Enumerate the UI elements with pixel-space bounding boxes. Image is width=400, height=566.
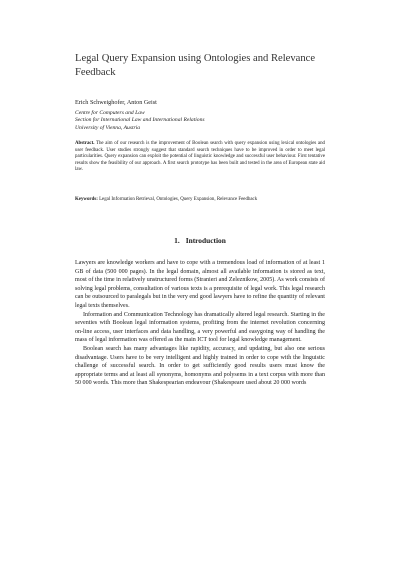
section-heading	[75, 236, 325, 245]
paragraph: Boolean search has many advantages like rapidity, accuracy, and updating, but also one serious disadvantage. Users have to be very intelligent and highly trained in order to cope with the linguistic challenge of successful search. In order to get sufficiently good results users must know the appropriate terms and at least all synonyms, homonyms and polysems in a text corpus with more than 50 000 words. This more than Shakespearian endeavour (Shakespeare used about 20 000 words	[75, 345, 325, 387]
abstract-text: The aim of our research is the improvement of Boolean search with query expansion using lexical ontologies and user feedback. User studies strongly suggest that standard search techniques have to be improved in order to meet legal particularities. Query expansion can exploit the potential of linguistic knowledge and successful user behaviour. First tentative results show the feasibility of our approach. A first search prototype has been built and tested in the area of European state aid law.	[75, 141, 325, 173]
paragraph: Lawyers are knowledge workers and have to cope with a tremendous load of information of at least 1 GB of data (500 000 pages). In the legal domain, almost all available information is stored as text, most of the time in relatively unstructured forms (Stranieri and Zeleznikow, 2005). As work consists of solving legal problems, consultation of various texts is a prerequisite of legal work. This legal research can be outsourced to paralegals but in the very end good lawyers have to refine the quantity of relevant legal texts themselves.	[75, 260, 325, 309]
section-number: 1.	[174, 236, 180, 245]
keywords-label: Keywords:	[75, 197, 98, 202]
abstract-label: Abstract.	[75, 141, 95, 146]
keywords	[75, 197, 325, 204]
paper-title: Legal Query Expansion using Ontologies and Relevance Feedback	[75, 53, 316, 78]
affiliation-line: Centre for Computers and Law	[75, 109, 145, 116]
paragraph: Information and Communication Technology has dramatically altered legal research. Starting in the seventies with Boolean legal information systems, profiting from the internet revolution concerning on-line access, user interfaces and data handling, a very powerful and easygoing way of handling the mass of legal information was offered as the main ICT tool for legal knowledge management.	[75, 311, 325, 344]
abstract	[75, 141, 325, 174]
author-names: Erich Schweighofer, Anton Geist	[75, 99, 157, 106]
affiliation-line: University of Vienna, Austria	[75, 124, 141, 131]
keywords-text: Legal Information Retrieval, Ontologies, Query Expansion, Relevance Feedback	[99, 197, 258, 202]
author-block	[75, 99, 325, 132]
body-text	[75, 259, 325, 388]
affiliation-line: Section for International Law and International Relations	[75, 117, 205, 124]
section-title: Introduction	[185, 236, 226, 245]
